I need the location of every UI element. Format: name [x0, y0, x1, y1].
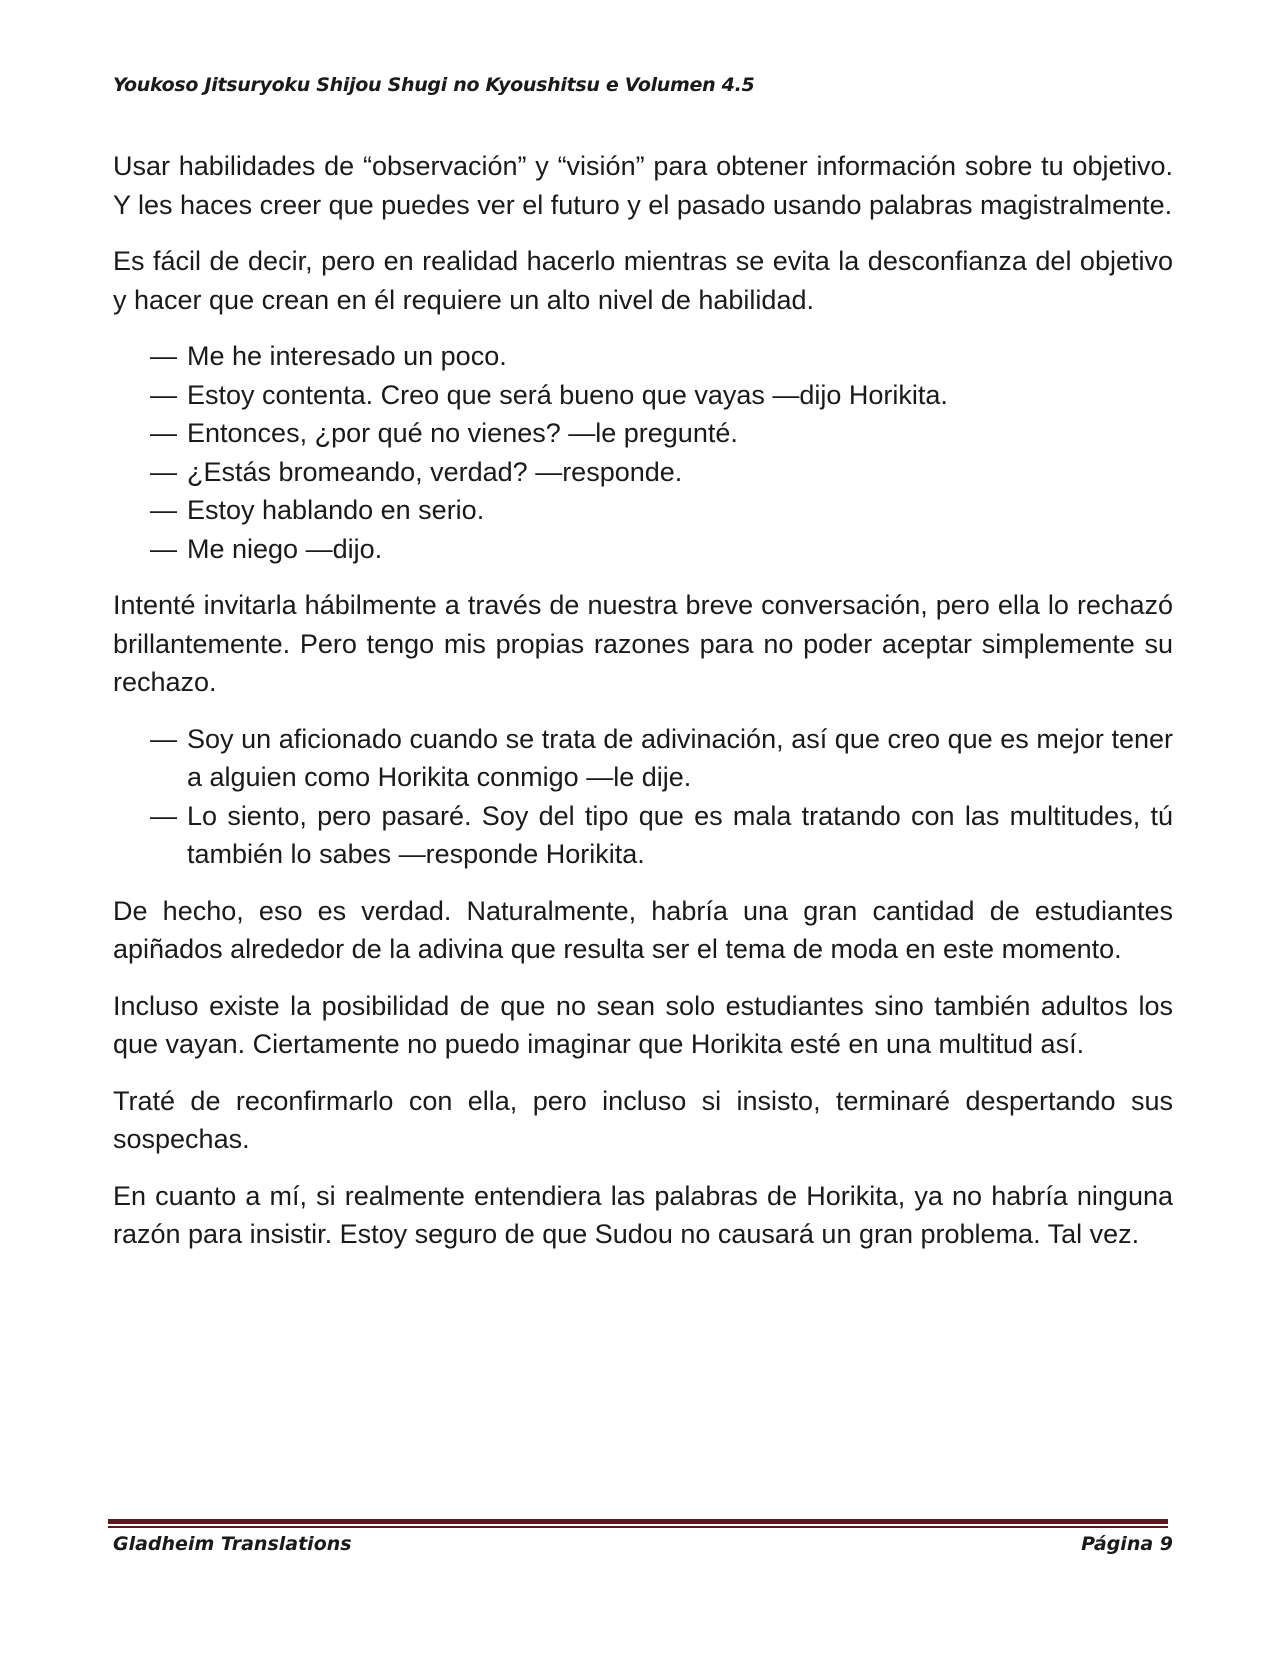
- paragraph-3: Intenté invitarla hábilmente a través de nuestra breve conversación, pero ella lo rechazó brillantemente. Pero tengo mis propias razones para no poder aceptar simplemente su rechazo.: [113, 590, 1173, 697]
- footer-divider: [108, 1519, 1168, 1528]
- paragraph-2: Es fácil de decir, pero en realidad hacerlo mientras se evita la desconfianza del objetivo y hacer que crean en él requiere un alto nivel de habilidad.: [113, 246, 1173, 315]
- dialogue-line: [150, 414, 1173, 453]
- dialogue-text: Lo siento, pero pasaré. Soy del tipo que es mala tratando con las multitudes, tú también lo sabes —responde Horikita.: [187, 800, 1173, 869]
- page-number: Página 9: [1081, 1533, 1173, 1555]
- em-dash: —: [150, 341, 177, 371]
- em-dash: —: [150, 723, 177, 754]
- dialogue-line: [150, 453, 1173, 492]
- page-body: [113, 147, 1173, 1272]
- dialogue-text: Soy un aficionado cuando se trata de adivinación, así que creo que es mejor tener a alguien como Horikita conmigo —le dije.: [187, 723, 1173, 792]
- footer-divider-thick: [108, 1519, 1168, 1524]
- dialogue-block-2: [113, 720, 1173, 874]
- dialogue-text: Me he interesado un poco.: [187, 341, 507, 371]
- footer-credit: Gladheim Translations: [113, 1533, 352, 1555]
- dialogue-text: Estoy contenta. Creo que será bueno que vayas —dijo Horikita.: [187, 379, 948, 410]
- footer-divider-thin: [108, 1526, 1168, 1528]
- dialogue-line: [150, 530, 1173, 569]
- dialogue-line: [150, 491, 1173, 530]
- dialogue-text: ¿Estás bromeando, verdad? —responde.: [187, 456, 683, 487]
- em-dash: —: [150, 456, 177, 487]
- paragraph-1: Usar habilidades de “observación” y “visión” para obtener información sobre tu objetivo. Y les haces creer que puedes ver el futuro y el pasado usando palabras magistralmente.: [113, 151, 1173, 220]
- em-dash: —: [150, 533, 177, 564]
- dialogue-line: [150, 720, 1173, 797]
- dialogue-text: Estoy hablando en serio.: [187, 495, 485, 525]
- page-footer: [113, 1533, 1173, 1561]
- page-header-title: Youkoso Jitsuryoku Shijou Shugi no Kyoushitsu e Volumen 4.5: [113, 74, 755, 96]
- dialogue-text: Me niego —dijo.: [187, 533, 383, 564]
- em-dash: —: [150, 418, 177, 448]
- em-dash: —: [150, 495, 177, 525]
- paragraph-6: Traté de reconfirmarlo con ella, pero incluso si insisto, terminaré despertando sus sospechas.: [113, 1085, 1173, 1154]
- paragraph-5: Incluso existe la posibilidad de que no sean solo estudiantes sino también adultos los que vayan. Ciertamente no puedo imaginar que Horikita esté en una multitud así.: [113, 990, 1173, 1059]
- dialogue-line: [150, 797, 1173, 874]
- paragraph-4: De hecho, eso es verdad. Naturalmente, habría una gran cantidad de estudiantes apiñados alrededor de la adivina que resulta ser el tema de moda en este momento.: [113, 895, 1173, 964]
- em-dash: —: [150, 379, 177, 410]
- dialogue-block-1: [113, 337, 1173, 568]
- em-dash: —: [150, 800, 177, 831]
- paragraph-7: En cuanto a mí, si realmente entendiera las palabras de Horikita, ya no habría ninguna razón para insistir. Estoy seguro de que Sudou no causará un gran problema. Tal vez.: [113, 1180, 1173, 1249]
- dialogue-line: [150, 376, 1173, 415]
- dialogue-text: Entonces, ¿por qué no vienes? —le pregunté.: [187, 418, 738, 448]
- dialogue-line: [150, 337, 1173, 376]
